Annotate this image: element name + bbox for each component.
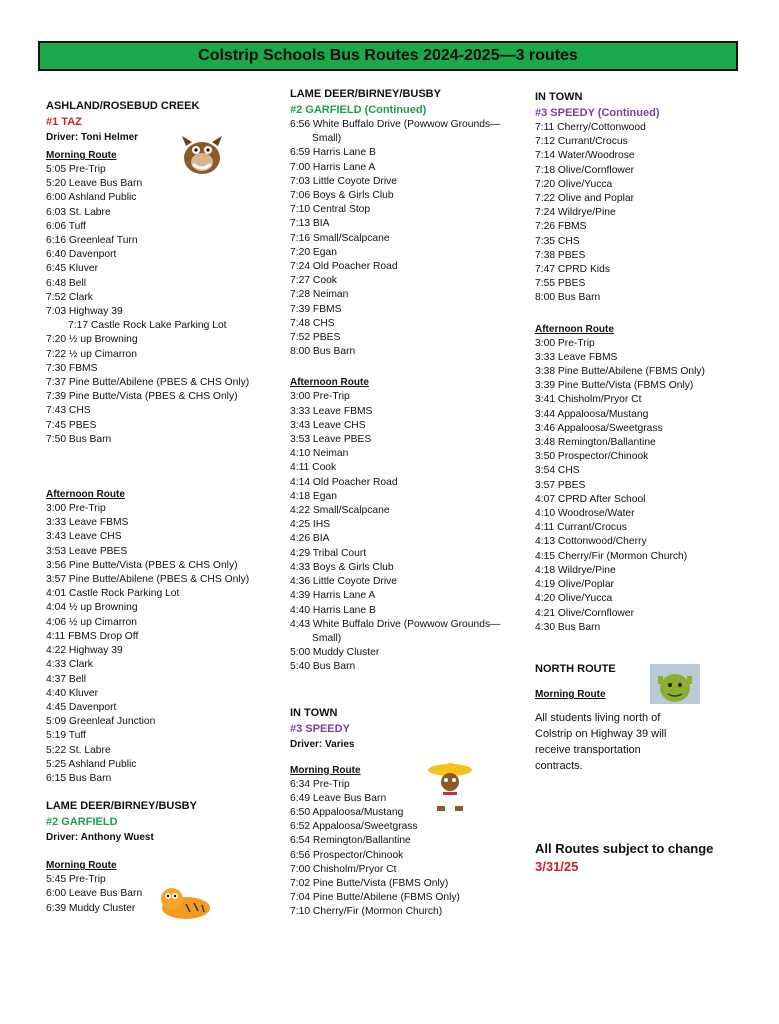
stop-item: 7:39 FBMS — [290, 303, 342, 315]
taz-afternoon-list — [46, 502, 261, 786]
speedy-continued-area: IN TOWN — [535, 91, 583, 103]
stop-item: 3:43 Leave CHS — [46, 531, 122, 543]
stop-item: 4:15 Cherry/Fir (Mormon Church) — [535, 550, 688, 562]
stop-item: 3:53 Leave PBES — [46, 545, 128, 557]
taz-mascot-image — [176, 128, 228, 180]
speedy-afternoon-heading: Afternoon Route — [535, 323, 614, 335]
stop-item: 6:54 Remington/Ballantine — [290, 835, 411, 847]
taz-morning-heading: Morning Route — [46, 150, 117, 161]
stop-item: 6:15 Bus Barn — [46, 772, 112, 784]
stop-item: 6:49 Leave Bus Barn — [290, 792, 387, 804]
stop-item: 4:14 Old Poacher Road — [290, 476, 398, 488]
speedy-mascot-image — [425, 760, 475, 814]
stop-item: 4:40 Kluver — [46, 687, 99, 699]
stop-item: 4:21 Olive/Cornflower — [535, 607, 635, 619]
stop-item: 7:10 Cherry/Fir (Mormon Church) — [290, 906, 443, 918]
stop-item: 3:48 Remington/Ballantine — [535, 437, 656, 449]
stop-item: 4:26 BIA — [290, 533, 330, 545]
stop-item: 6:00 Leave Bus Barn — [46, 888, 143, 900]
stop-item: 5:19 Tuff — [46, 730, 86, 742]
stop-item: 4:18 Wildrye/Pine — [535, 564, 616, 576]
stop-item: 4:13 Cottonwood/Cherry — [535, 536, 647, 548]
stop-item: 3:43 Leave CHS — [290, 419, 366, 431]
stop-item: 7:20 Egan — [290, 246, 337, 258]
taz-afternoon-heading: Afternoon Route — [46, 489, 125, 501]
stop-item: 7:02 Pine Butte/Vista (FBMS Only) — [290, 877, 449, 889]
garfield-continued-bus: #2 GARFIELD (Continued) — [290, 104, 427, 116]
stop-item: 6:50 Appaloosa/Mustang — [290, 806, 404, 818]
garfield-driver: Driver: Anthony Wuest — [46, 832, 154, 844]
stop-item: 7:03 Little Coyote Drive — [290, 175, 398, 187]
stop-item: 6:56 Prospector/Chinook — [290, 849, 404, 861]
stop-item: 7:50 Bus Barn — [46, 433, 112, 445]
stop-item: 3:33 Leave FBMS — [290, 405, 373, 417]
taz-driver: Driver: Toni Helmer — [46, 132, 139, 143]
stop-item: 3:41 Chisholm/Pryor Ct — [535, 394, 642, 406]
stop-item: 4:29 Tribal Court — [290, 547, 367, 559]
stop-item: 7:26 FBMS — [535, 221, 587, 233]
stop-item: 3:57 Pine Butte/Abilene (PBES & CHS Only) — [46, 574, 250, 586]
stop-item: 7:27 Cook — [290, 275, 337, 287]
stop-item: 4:19 Olive/Poplar — [535, 579, 614, 591]
north-route-area: NORTH ROUTE — [535, 662, 616, 675]
stop-item: 6:56 White Buffalo Drive (Powwow Grounds—Small) — [290, 119, 501, 145]
stop-item: 4:11 Cook — [290, 462, 337, 474]
stop-item: 7:22 Olive and Poplar — [535, 193, 635, 205]
stop-item: 6:16 Greenleaf Turn — [46, 235, 138, 247]
north-route-note: All students living north of Colstrip on Highway 39 will receive transportation contracts. — [535, 711, 667, 772]
stop-item: 6:48 Bell — [46, 277, 87, 289]
stop-item: 5:09 Greenleaf Junction — [46, 716, 156, 728]
stop-item: 7:10 Central Stop — [290, 204, 371, 216]
stop-item: 7:39 Pine Butte/Vista (PBES & CHS Only) — [46, 391, 238, 403]
garfield-morning-list — [46, 873, 261, 916]
stop-item: 4:22 Small/Scalpcane — [290, 505, 390, 517]
stop-item: 4:43 White Buffalo Drive (Powwow Grounds—Small) — [290, 618, 501, 644]
stop-item: 4:07 CPRD After School — [535, 493, 646, 505]
speedy-afternoon-list — [535, 337, 750, 635]
stop-item: 4:18 Egan — [290, 490, 337, 502]
stop-item: 5:05 Pre-Trip — [46, 164, 106, 175]
stop-item: 4:33 Clark — [46, 659, 93, 671]
garfield-afternoon-list — [290, 390, 505, 674]
stop-item: 7:48 CHS — [290, 317, 335, 329]
stop-item: 7:37 Pine Butte/Abilene (PBES & CHS Only) — [46, 377, 250, 389]
stop-item: 7:20 ½ up Browning — [46, 334, 138, 346]
stop-item: 4:36 Little Coyote Drive — [290, 576, 398, 588]
stop-item: 5:25 Ashland Public — [46, 758, 137, 770]
north-morning-heading: Morning Route — [535, 688, 606, 700]
stop-item: 7:03 Highway 39 — [46, 306, 123, 318]
shrek-mascot-image — [650, 664, 700, 704]
speedy-area: IN TOWN — [290, 706, 338, 719]
stop-item: 7:24 Wildrye/Pine — [535, 207, 616, 219]
stop-item: 6:45 Kluver — [46, 263, 99, 275]
stop-item: 3:00 Pre-Trip — [290, 391, 350, 403]
stop-item: 7:22 ½ up Cimarron — [46, 348, 138, 360]
stop-item: 5:40 Bus Barn — [290, 661, 356, 673]
stop-item: 7:12 Currant/Crocus — [535, 136, 628, 148]
stop-item: 7:20 Olive/Yucca — [535, 178, 613, 190]
taz-area: ASHLAND/ROSEBUD CREEK — [46, 100, 200, 112]
stop-item: 3:53 Leave PBES — [290, 434, 372, 446]
stop-item: 8:00 Bus Barn — [290, 346, 356, 358]
stop-item: 7:04 Pine Butte/Abilene (FBMS Only) — [290, 892, 460, 904]
stop-item: 7:45 PBES — [46, 419, 97, 431]
stop-item: 3:33 Leave FBMS — [46, 517, 129, 529]
stop-item: 7:55 PBES — [535, 278, 586, 290]
stop-item: 7:16 Small/Scalpcane — [290, 232, 390, 244]
garfield-afternoon-heading: Afternoon Route — [290, 377, 369, 389]
stop-item: 3:54 CHS — [535, 465, 580, 477]
column-3 — [535, 89, 750, 876]
speedy-morning-heading: Morning Route — [290, 764, 361, 776]
garfield-morning-heading: Morning Route — [46, 860, 117, 872]
stop-item: 7:00 Harris Lane A — [290, 161, 376, 173]
garfield-bus-name: #2 GARFIELD — [46, 816, 118, 829]
stop-item: 4:01 Castle Rock Parking Lot — [46, 588, 180, 600]
garfield-continued-area: LAME DEER/BIRNEY/BUSBY — [290, 88, 441, 100]
taz-morning-list-2 — [46, 333, 261, 447]
stop-item: 3:44 Appaloosa/Mustang — [535, 408, 649, 420]
stop-item: 4:20 Olive/Yucca — [535, 593, 613, 605]
stop-item: 5:22 St. Labre — [46, 744, 111, 756]
garfield-area: LAME DEER/BIRNEY/BUSBY — [46, 800, 197, 813]
garfield-mascot-image — [156, 884, 212, 922]
speedy-driver: Driver: Varies — [290, 738, 355, 750]
stop-item: 3:39 Pine Butte/Vista (FBMS Only) — [535, 380, 694, 392]
speedy-bus-name: #3 SPEEDY — [290, 722, 350, 735]
stop-item: 7:52 PBES — [290, 332, 341, 344]
stop-item: 6:34 Pre-Trip — [290, 778, 350, 790]
stop-item: 4:33 Boys & Girls Club — [290, 561, 394, 573]
stop-item: 7:35 CHS — [535, 235, 580, 247]
stop-item: 3:57 PBES — [535, 479, 586, 491]
stop-item: 7:38 PBES — [535, 249, 586, 261]
stop-item: 3:38 Pine Butte/Abilene (FBMS Only) — [535, 366, 705, 378]
stop-item: 7:52 Clark — [46, 291, 93, 303]
stop-item: 7:13 BIA — [290, 218, 330, 230]
speedy-continued-bus: #3 SPEEDY (Continued) — [535, 107, 660, 119]
stop-item: 6:40 Davenport — [46, 249, 117, 261]
stop-item: 4:45 Davenport — [46, 701, 117, 713]
stop-item: 6:52 Appaloosa/Sweetgrass — [290, 821, 418, 833]
garfield-morning-cont-list — [290, 118, 505, 359]
stop-item: 7:28 Neiman — [290, 289, 349, 301]
stop-item: 4:10 Woodrose/Water — [535, 508, 635, 520]
stop-item: 4:06 ½ up Cimarron — [46, 616, 138, 628]
stop-item: 3:46 Appaloosa/Sweetgrass — [535, 422, 663, 434]
taz-morning-indented: 7:17 Castle Rock Lake Parking Lot — [68, 320, 227, 332]
stop-item: 3:33 Leave FBMS — [535, 351, 618, 363]
stop-item: 7:47 CPRD Kids — [535, 264, 610, 276]
stop-item: 6:06 Tuff — [46, 220, 86, 232]
stop-item: 8:00 Bus Barn — [535, 292, 601, 304]
stop-item: 3:00 Pre-Trip — [535, 337, 595, 349]
stop-item: 6:03 St. Labre — [46, 206, 111, 218]
page-title: Colstrip Schools Bus Routes 2024-2025—3 routes — [38, 41, 738, 71]
stop-item: 4:37 Bell — [46, 673, 87, 685]
stop-item: 5:20 Leave Bus Barn — [46, 178, 143, 190]
column-1 — [46, 98, 261, 916]
stop-item: 4:22 Highway 39 — [46, 645, 123, 657]
stop-item: 7:24 Old Poacher Road — [290, 261, 398, 273]
stop-item: 7:00 Chisholm/Pryor Ct — [290, 863, 397, 875]
stop-item: 3:50 Prospector/Chinook — [535, 451, 649, 463]
change-date: 3/31/25 — [535, 858, 579, 874]
stop-item: 4:11 Currant/Crocus — [535, 522, 627, 534]
stop-item: 4:10 Neiman — [290, 448, 349, 460]
stop-item: 7:11 Cherry/Cottonwood — [535, 122, 646, 133]
stop-item: 7:14 Water/Woodrose — [535, 150, 635, 162]
stop-item: 6:39 Muddy Cluster — [46, 902, 136, 914]
stop-item: 7:30 FBMS — [46, 362, 98, 374]
taz-morning-list — [46, 163, 261, 319]
stop-item: 4:04 ½ up Browning — [46, 602, 138, 614]
stop-item: 7:43 CHS — [46, 405, 91, 417]
stop-item: 4:25 IHS — [290, 519, 331, 531]
stop-item: 4:30 Bus Barn — [535, 621, 601, 633]
stop-item: 6:59 Harris Lane B — [290, 147, 376, 159]
taz-bus-name: #1 TAZ — [46, 116, 82, 128]
stop-item: 3:56 Pine Butte/Vista (PBES & CHS Only) — [46, 559, 238, 571]
stop-item: 5:45 Pre-Trip — [46, 874, 106, 886]
stop-item: 4:39 Harris Lane A — [290, 590, 376, 602]
stop-item: 7:06 Boys & Girls Club — [290, 190, 394, 202]
stop-item: 3:00 Pre-Trip — [46, 503, 106, 515]
stop-item: 4:11 FBMS Drop Off — [46, 630, 139, 642]
stop-item: 6:00 Ashland Public — [46, 192, 137, 204]
stop-item: 5:00 Muddy Cluster — [290, 647, 380, 659]
stop-item: 7:18 Olive/Cornflower — [535, 164, 635, 176]
stop-item: 4:40 Harris Lane B — [290, 604, 376, 616]
subject-to-change: All Routes subject to change — [535, 840, 714, 856]
speedy-morning-cont-list — [535, 121, 750, 306]
